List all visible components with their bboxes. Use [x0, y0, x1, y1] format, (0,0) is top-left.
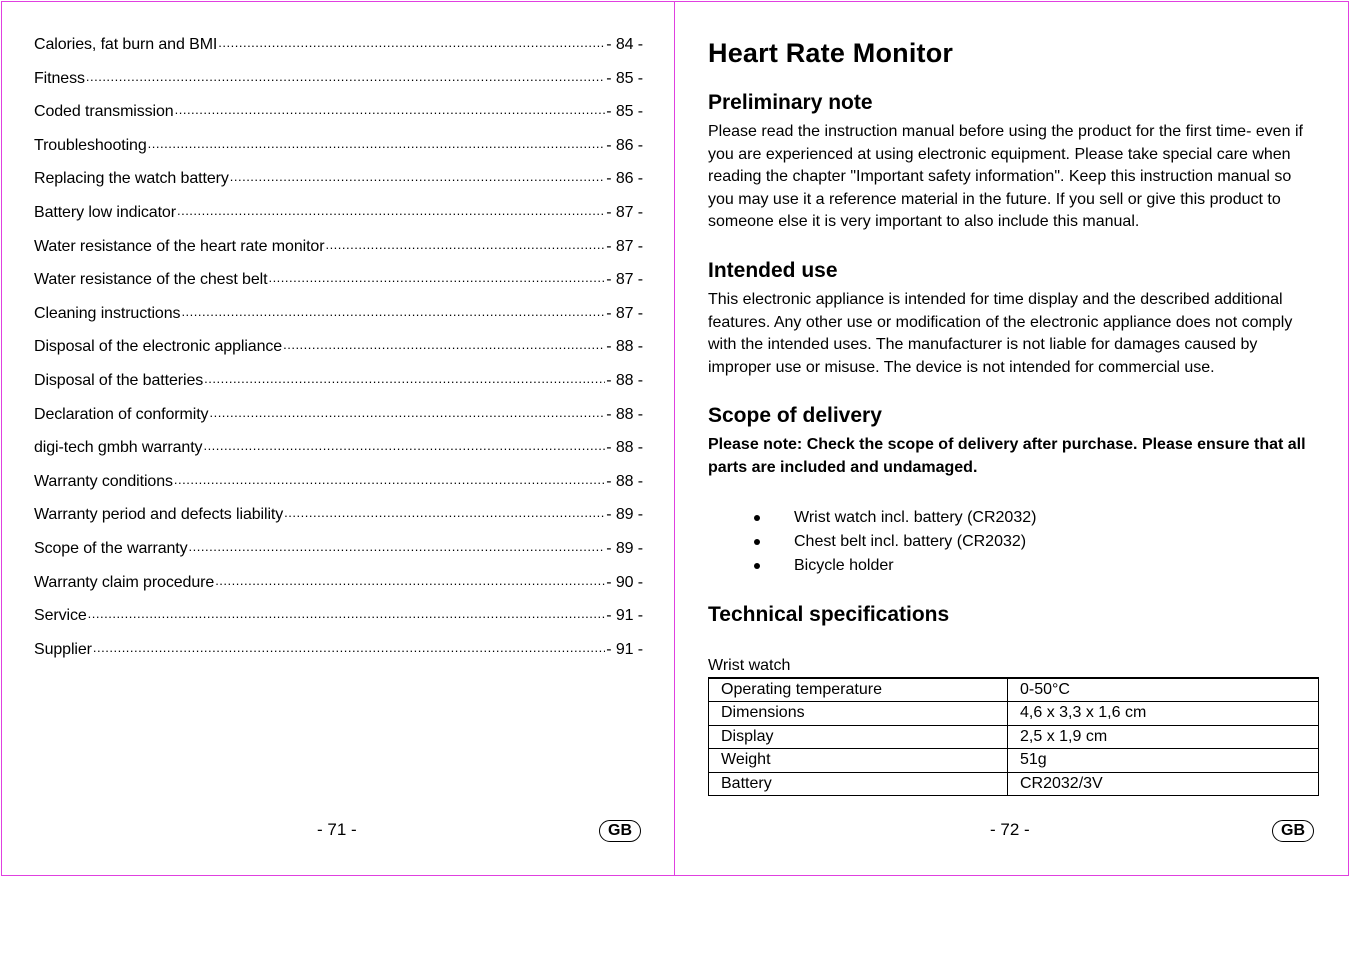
table-row [709, 772, 1319, 796]
page-number: - 71 - [317, 820, 357, 839]
table-row [709, 725, 1319, 749]
spec-value: CR2032/3V [1008, 772, 1319, 796]
toc-entry[interactable] [34, 201, 643, 235]
section-heading: Preliminary note [708, 91, 873, 114]
toc-entry[interactable] [34, 33, 643, 67]
toc-entry-title: Cleaning instructions [34, 304, 181, 322]
page-content [708, 32, 1313, 796]
toc-entry[interactable] [34, 638, 643, 672]
toc-entry[interactable] [34, 403, 643, 437]
toc-entry[interactable] [34, 167, 643, 201]
toc-entry-title: Warranty claim procedure [34, 573, 215, 591]
toc-leader-dots [203, 436, 605, 452]
spec-table [708, 677, 1319, 797]
toc-leader-dots [209, 403, 605, 419]
toc-entry-title: Battery low indicator [34, 203, 176, 221]
toc-entry[interactable] [34, 537, 643, 571]
toc-entry[interactable] [34, 235, 643, 269]
list-item: Bicycle holder [708, 554, 1313, 578]
toc-leader-dots [325, 235, 605, 251]
toc-entry-page: - 88 - [606, 371, 643, 389]
right-page [674, 1, 1349, 876]
toc-entry-title: Warranty conditions [34, 472, 173, 490]
toc-entry-title: Declaration of conformity [34, 405, 209, 423]
toc-leader-dots [86, 67, 605, 83]
toc-entry-page: - 87 - [606, 304, 643, 322]
toc-entry[interactable] [34, 604, 643, 638]
toc-entry[interactable] [34, 571, 643, 605]
toc-entry-page: - 87 - [606, 271, 643, 289]
left-page [1, 1, 675, 876]
spec-label: Operating temperature [709, 678, 1008, 702]
toc-entry-page: - 88 - [606, 338, 643, 356]
scope-note: Please note: Check the scope of delivery after purchase. Please ensure that all parts are included and undamaged. [708, 436, 1306, 476]
spec-subheading: Wrist watch [708, 656, 791, 674]
toc-entry-title: Calories, fat burn and BMI [34, 36, 218, 53]
toc-entry-title: Disposal of the electronic appliance [34, 338, 283, 356]
toc-leader-dots [175, 100, 606, 116]
list-item: Chest belt incl. battery (CR2032) [708, 530, 1313, 554]
table-row [709, 749, 1319, 773]
toc-entry[interactable] [34, 100, 643, 134]
toc-leader-dots [181, 302, 605, 318]
language-badge: GB [599, 820, 641, 842]
spec-label: Weight [709, 749, 1008, 773]
toc-entry-page: - 89 - [606, 539, 643, 557]
toc-entry-page: - 87 - [606, 203, 643, 221]
toc-entry-page: - 89 - [606, 506, 643, 524]
toc-entry-title: Supplier [34, 640, 92, 658]
page-title: Heart Rate Monitor [708, 38, 954, 68]
toc-leader-dots [230, 167, 606, 183]
toc-entry[interactable] [34, 67, 643, 101]
toc-entry-page: - 86 - [606, 136, 643, 154]
section-paragraph: Please read the instruction manual before using the product for the first time- even if you are experienced at using electronic equipment. Please take special care when reading the chapter "Important safety information". Keep this instruction manual so you may use it a reference material in the future. If you sell or give this product to someone else it is very important to also include this manual. [708, 123, 1303, 231]
technical-specifications-section [708, 603, 1313, 797]
toc-entry-title: Replacing the watch battery [34, 170, 229, 188]
toc-entry[interactable] [34, 503, 643, 537]
page-number: - 72 - [990, 820, 1030, 839]
list-item: Wrist watch incl. battery (CR2032) [708, 506, 1313, 530]
toc-entry-page: - 85 - [606, 103, 643, 121]
toc-entry-title: Scope of the warranty [34, 539, 188, 557]
toc-leader-dots [284, 503, 605, 519]
toc-entry[interactable] [34, 302, 643, 336]
toc-entry-page: - 84 - [606, 36, 643, 53]
language-badge: GB [1272, 820, 1314, 842]
toc-leader-dots [189, 537, 606, 553]
section-heading: Intended use [708, 258, 838, 282]
toc-leader-dots [283, 335, 605, 351]
toc-entry[interactable] [34, 134, 643, 168]
toc-entry-page: - 91 - [606, 640, 643, 658]
toc-leader-dots [148, 134, 606, 150]
toc-leader-dots [268, 268, 605, 284]
toc-leader-dots [93, 638, 605, 654]
toc-entry-title: digi-tech gmbh warranty [34, 439, 203, 457]
section-paragraph: This electronic appliance is intended for time display and the described additional features. Any other use or modification of the electronic appliance does not comply with the intended uses. The manufacturer is not liable for damages caused by improper use or misuse. The device is not intended for commercial use. [708, 290, 1293, 376]
toc-leader-dots [218, 33, 605, 49]
toc-leader-dots [215, 571, 605, 587]
toc-entry-page: - 85 - [606, 69, 643, 87]
toc-entry-title: Disposal of the batteries [34, 371, 204, 389]
spec-value: 2,5 x 1,9 cm [1008, 725, 1319, 749]
toc-entry-page: - 88 - [606, 405, 643, 423]
spec-value: 51g [1008, 749, 1319, 773]
spec-label: Battery [709, 772, 1008, 796]
toc-entry[interactable] [34, 470, 643, 504]
toc-entry[interactable] [34, 335, 643, 369]
spec-label: Display [709, 725, 1008, 749]
toc-entry-page: - 87 - [606, 237, 643, 255]
toc-entry-title: Water resistance of the chest belt [34, 271, 268, 289]
toc-entry-title: Coded transmission [34, 103, 174, 121]
toc-entry-page: - 88 - [606, 472, 643, 490]
toc-entry-page: - 86 - [606, 170, 643, 188]
toc-entry-page: - 88 - [606, 439, 643, 457]
toc-entry-page: - 91 - [606, 607, 643, 625]
toc-leader-dots [88, 604, 606, 620]
table-row [709, 702, 1319, 726]
spec-label: Dimensions [709, 702, 1008, 726]
spec-value: 0-50°C [1008, 678, 1319, 702]
table-of-contents [34, 33, 643, 671]
spec-value: 4,6 x 3,3 x 1,6 cm [1008, 702, 1319, 726]
toc-leader-dots [177, 201, 605, 217]
toc-entry[interactable] [34, 369, 643, 403]
intended-use-section [708, 259, 1313, 379]
table-row [709, 678, 1319, 702]
delivery-list [708, 506, 1313, 578]
toc-leader-dots [204, 369, 605, 385]
toc-entry-title: Service [34, 607, 87, 625]
toc-entry-title: Troubleshooting [34, 136, 147, 154]
section-heading: Scope of delivery [708, 404, 882, 428]
toc-leader-dots [174, 470, 605, 486]
section-heading: Technical specifications [708, 602, 950, 626]
preliminary-note-section [708, 91, 1313, 234]
toc-entry-title: Water resistance of the heart rate monitor [34, 237, 325, 255]
toc-entry[interactable] [34, 436, 643, 470]
scope-of-delivery-section [708, 404, 1313, 577]
toc-entry-title: Fitness [34, 69, 85, 87]
toc-entry-page: - 90 - [606, 573, 643, 591]
toc-entry-title: Warranty period and defects liability [34, 506, 284, 524]
toc-entry[interactable] [34, 268, 643, 302]
